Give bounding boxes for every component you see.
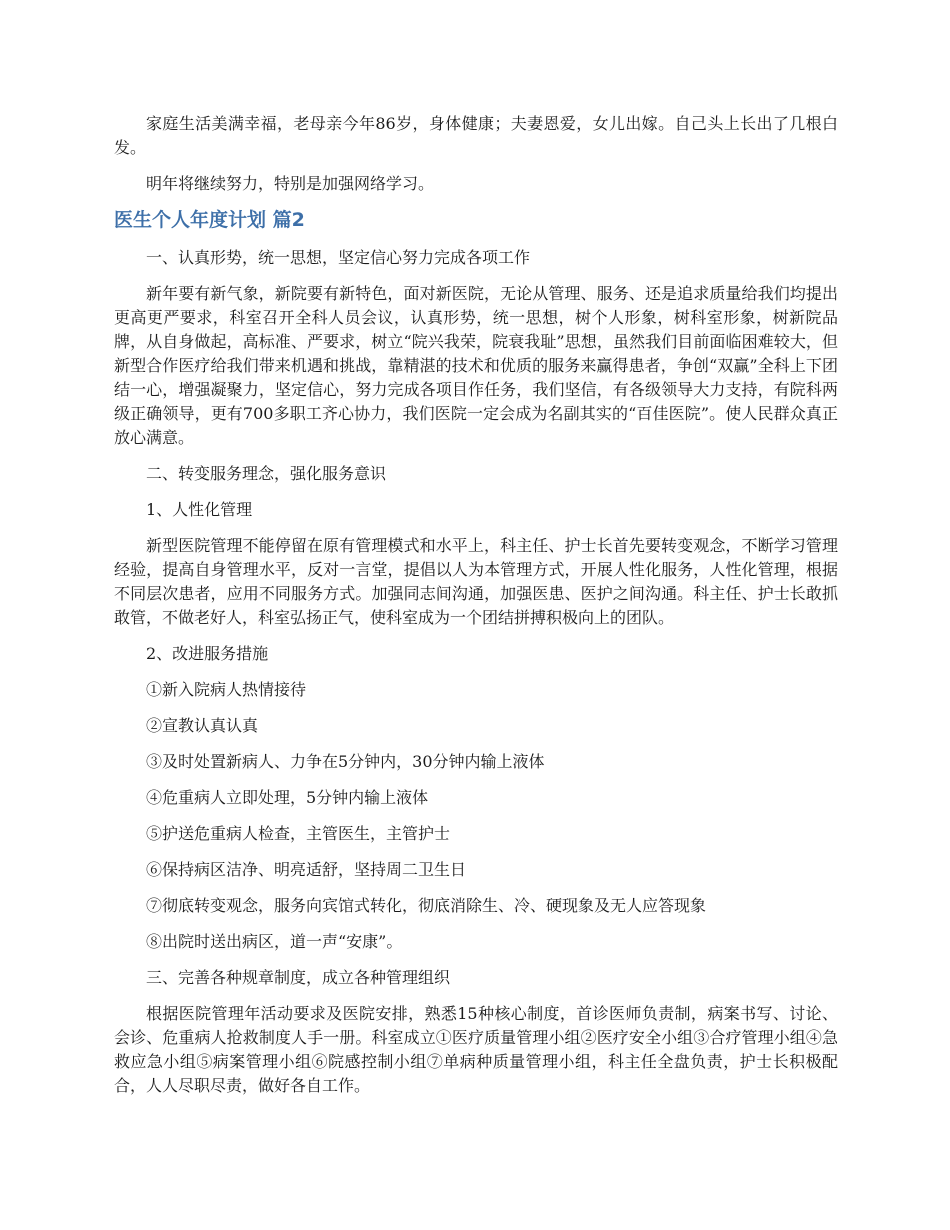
list-item: ②宣教认真认真	[146, 716, 259, 735]
intro-paragraph: 明年将继续努力，特别是加强网络学习。	[146, 174, 435, 193]
section-title: 医生个人年度计划 篇2	[114, 209, 305, 231]
list-item: ⑥保持病区洁净、明亮适舒，坚持周二卫生日	[146, 860, 467, 879]
body-paragraph: 新年要有新气象，新院要有新特色，面对新医院，无论从管理、服务、还是追求质量给我们均提出更高更严要求，科室召开全科人员会议，认真形势，统一思想，树个人形象，树科室形象，树新院品牌，从自身做起，高标准、严要求，树立“院兴我荣，院衰我耻”思想，虽然我们目前面临困难较大，但新型合作医疗给我们带来机遇和挑战，靠精湛的技术和优质的服务来赢得患者，争创“双赢”全科上下团结一心，增强凝聚力，坚定信心，努力完成各项目作任务，我们坚信，有各级领导大力支持，有院科两级正确领导，更有700多职工齐心协力，我们医院一定会成为名副其实的“百佳医院”。使人民群众真正放心满意。	[114, 284, 838, 447]
subsection-heading: 2、改进服务措施	[146, 644, 269, 663]
section-heading: 一、认真形势，统一思想，坚定信心努力完成各项工作	[146, 248, 531, 267]
body-paragraph: 根据医院管理年活动要求及医院安排，熟悉15种核心制度，首诊医师负责制，病案书写、讨论、会诊、危重病人抢救制度人手一册。科室成立①医疗质量管理小组②医疗安全小组③合疗管理小组④急救应急小组⑤病案管理小组⑥院感控制小组⑦单病种质量管理小组，科主任全盘负责，护士长积极配合，人人尽职尽责，做好各自工作。	[114, 1004, 838, 1095]
subsection-heading: 1、人性化管理	[146, 500, 253, 519]
list-item: ⑦彻底转变观念，服务向宾馆式转化，彻底消除生、冷、硬现象及无人应答现象	[146, 896, 707, 915]
section-heading: 二、转变服务理念，强化服务意识	[146, 464, 387, 483]
list-item: ⑤护送危重病人检查，主管医生，主管护士	[146, 824, 451, 843]
list-item: ⑧出院时送出病区，道一声“安康”。	[146, 932, 403, 951]
body-paragraph: 新型医院管理不能停留在原有管理模式和水平上，科主任、护士长首先要转变观念，不断学习管理经验，提高自身管理水平，反对一言堂，提倡以人为本管理方式，开展人性化服务，人性化管理，根据不同层次患者，应用不同服务方式。加强同志间沟通，加强医患、医护之间沟通。科主任、护士长敢抓敢管，不做老好人，科室弘扬正气，使科室成为一个团结拼搏积极向上的团队。	[114, 536, 838, 627]
intro-paragraph: 家庭生活美满幸福，老母亲今年86岁，身体健康；夫妻恩爱，女儿出嫁。自己头上长出了几根白发。	[114, 114, 838, 157]
list-item: ①新入院病人热情接待	[146, 680, 307, 699]
list-item: ④危重病人立即处理，5分钟内输上液体	[146, 788, 429, 807]
section-heading: 三、完善各种规章制度，成立各种管理组织	[146, 968, 451, 987]
list-item: ③及时处置新病人、力争在5分钟内，30分钟内输上液体	[146, 752, 545, 771]
